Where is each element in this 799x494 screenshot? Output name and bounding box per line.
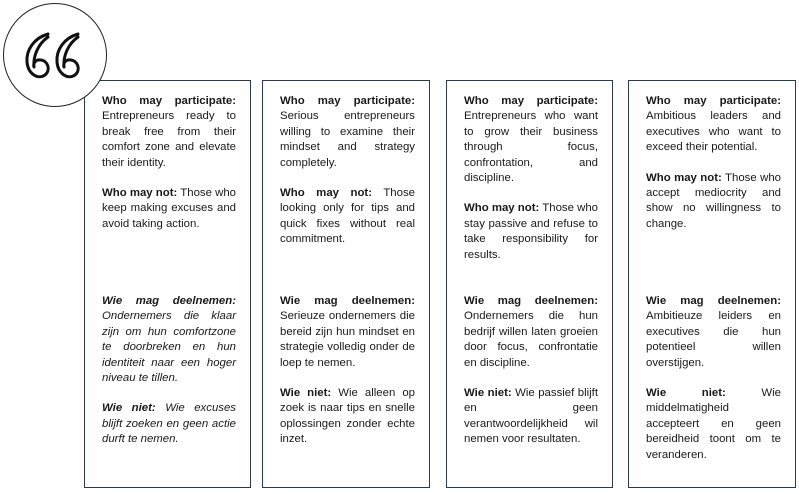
nl-not-paragraph bbox=[646, 386, 781, 463]
en-not-text: Those who accept mediocrity and show no willingness to change. bbox=[646, 171, 782, 230]
nl-not-paragraph bbox=[280, 386, 415, 448]
nl-who-label: Wie mag deelnemen: bbox=[280, 295, 415, 307]
nl-who-paragraph bbox=[102, 294, 236, 386]
en-who-label: Who may participate: bbox=[102, 95, 236, 107]
en-not-text: Those looking only for tips and quick fixes without real commitment. bbox=[280, 187, 416, 246]
en-not-label: Who may not: bbox=[646, 171, 722, 184]
nl-not-label: Wie niet: bbox=[102, 402, 156, 415]
nl-who-text: Ondernemers die klaar zijn om hun comfortzone te doorbreken en hun identiteit naar een hoger niveau te tillen. bbox=[102, 310, 236, 385]
nl-block bbox=[646, 294, 781, 463]
nl-not-label: Wie niet: bbox=[280, 387, 332, 400]
nl-who-label: Wie mag deelnemen: bbox=[646, 295, 781, 307]
en-who-paragraph bbox=[646, 94, 781, 156]
nl-who-text: Ambitieuze leiders en executives die hun potentieel willen overstijgen. bbox=[646, 310, 781, 369]
nl-block bbox=[280, 294, 415, 448]
en-who-label: Who may participate: bbox=[464, 95, 598, 107]
en-who-text: Ambitious leaders and executives who want to exceed their potential. bbox=[646, 110, 781, 154]
audience-card-1 bbox=[84, 80, 251, 488]
en-who-text: Serious entrepreneurs willing to examine their mindset and strategy completely. bbox=[280, 110, 415, 169]
en-not-text: Those who keep making excuses and avoid taking action. bbox=[102, 187, 237, 230]
en-not-paragraph bbox=[464, 201, 598, 263]
nl-who-paragraph bbox=[646, 294, 781, 371]
nl-who-paragraph bbox=[464, 294, 598, 371]
en-who-label: Who may participate: bbox=[280, 95, 415, 107]
nl-not-paragraph bbox=[102, 401, 236, 447]
nl-who-label: Wie mag deelnemen: bbox=[102, 295, 236, 307]
nl-who-text: Ondernemers die hun bedrijf willen laten groeien door focus, confrontatie en discipline. bbox=[464, 310, 598, 369]
nl-not-text: Wie excuses blijft zoeken en geen actie durft te nemen. bbox=[102, 402, 237, 446]
nl-block bbox=[102, 294, 236, 448]
en-who-paragraph bbox=[464, 94, 598, 186]
nl-who-paragraph bbox=[280, 294, 415, 371]
en-not-label: Who may not: bbox=[280, 187, 373, 200]
nl-who-text: Serieuze ondernemers die bereid zijn hun mindset en strategie volledig onder de loep te nemen. bbox=[280, 310, 415, 369]
quote-mark-icon bbox=[3, 3, 107, 107]
en-who-text: Entrepreneurs ready to break free from their comfort zone and elevate their identity. bbox=[102, 110, 236, 169]
nl-block bbox=[464, 294, 598, 448]
en-not-paragraph bbox=[102, 186, 236, 232]
audience-card-4 bbox=[628, 80, 796, 488]
en-not-label: Who may not: bbox=[102, 187, 178, 200]
en-who-paragraph bbox=[102, 94, 236, 171]
en-not-paragraph bbox=[280, 186, 415, 248]
nl-not-text: Wie middelmatigheid accepteert en geen bereidheid toont om te veranderen. bbox=[646, 387, 781, 461]
en-who-label: Who may participate: bbox=[646, 95, 781, 107]
nl-not-label: Wie niet: bbox=[464, 387, 512, 400]
en-not-text: Those who stay passive and refuse to take responsibility for results. bbox=[464, 202, 599, 261]
audience-card-3 bbox=[446, 80, 613, 488]
en-who-text: Entrepreneurs who want to grow their business through focus, confrontation, and discipline. bbox=[464, 110, 598, 185]
nl-not-label: Wie niet: bbox=[646, 387, 726, 400]
en-not-label: Who may not: bbox=[464, 202, 540, 215]
audience-card-2 bbox=[262, 80, 430, 488]
nl-who-label: Wie mag deelnemen: bbox=[464, 295, 598, 307]
nl-not-paragraph bbox=[464, 386, 598, 448]
nl-not-text: Wie alleen op zoek is naar tips en snelle oplossingen zonder echte inzet. bbox=[280, 387, 415, 446]
nl-not-text: Wie passief blijft en geen verantwoordelijkheid wil nemen voor resultaten. bbox=[464, 387, 599, 446]
en-not-paragraph bbox=[646, 171, 781, 233]
en-who-paragraph bbox=[280, 94, 415, 171]
